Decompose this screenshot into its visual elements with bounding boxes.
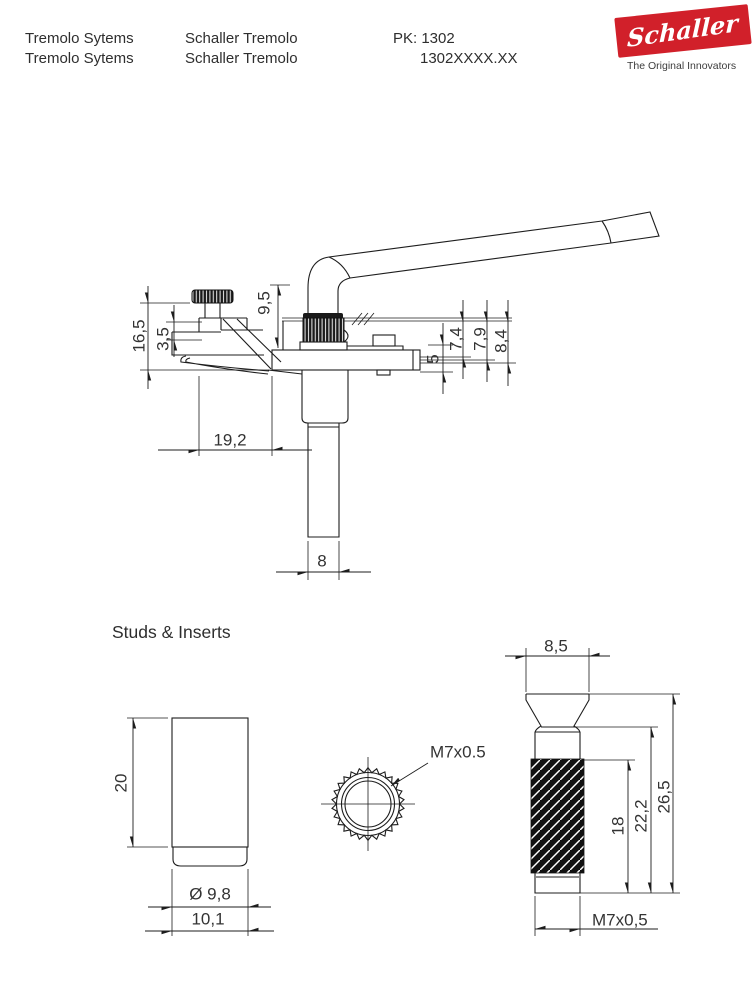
base-plate — [272, 350, 420, 370]
dim-label-9-5: 9,5 — [254, 291, 274, 315]
stud-head — [526, 694, 589, 732]
dim-label-5: 5 — [423, 354, 443, 364]
dim-label-7-4: 7,4 — [446, 327, 466, 351]
deck-step-block — [373, 335, 395, 346]
crosshair-centerlines — [321, 757, 415, 851]
thread-label-stud: M7x0,5 — [592, 910, 648, 930]
e-clip — [344, 330, 348, 342]
dim-label-7-9: 7,9 — [470, 327, 490, 351]
break-hatch — [352, 313, 374, 325]
logo-tagline: The Original Innovators — [627, 60, 737, 72]
thumbscrew-stem — [205, 303, 220, 318]
arm-bend-joint — [329, 257, 350, 278]
dim-label-19-2: 19,2 — [213, 430, 247, 450]
dim-label-dia-9-8: Ø 9,8 — [189, 884, 231, 904]
under-plate-edge — [268, 370, 302, 374]
knurled-collar — [303, 318, 344, 342]
product-line-1: Tremolo Sytems — [25, 30, 134, 47]
tremolo-side-view — [140, 212, 659, 580]
pk-number: PK: 1302 — [393, 30, 455, 47]
spring-claw — [181, 356, 269, 374]
insert-neck — [173, 847, 247, 866]
dim-label-20: 20 — [111, 773, 131, 793]
schaller-logo-text: Schaller — [627, 8, 739, 53]
anchor-post — [308, 423, 339, 537]
collar-flange — [300, 342, 347, 350]
thumbscrew-head — [192, 290, 233, 303]
dim-label-26-5: 26,5 — [654, 780, 674, 814]
insert-knurled-body — [172, 718, 248, 847]
article-number: 1302XXXX.XX — [420, 50, 518, 67]
product-name-2: Schaller Tremolo — [185, 50, 298, 67]
stud-bottom-pilot — [535, 873, 580, 893]
dim-label-22-2: 22,2 — [631, 799, 651, 833]
dim-label-8-5: 8,5 — [544, 636, 568, 656]
clamp-bracket — [199, 318, 263, 332]
dim-label-18: 18 — [608, 816, 628, 836]
arm-tip-joint — [602, 221, 611, 243]
thread-leader-line — [391, 763, 428, 786]
clamp-block — [172, 332, 264, 355]
ext-stud-width — [535, 896, 580, 936]
sustain-block — [302, 370, 348, 423]
dim-label-8-4: 8,4 — [491, 329, 511, 353]
product-line-2: Tremolo Sytems — [25, 50, 134, 67]
insert-top-view — [321, 757, 428, 851]
dim-label-3-5: 3,5 — [153, 327, 173, 351]
dim-label-8: 8 — [317, 551, 327, 571]
deck-right — [347, 346, 403, 350]
base-plate-tab — [377, 370, 390, 375]
dim-label-16-5: 16,5 — [129, 319, 149, 353]
studs-section-heading: Studs & Inserts — [112, 622, 231, 642]
stud-thread-section — [531, 759, 584, 873]
product-name-1: Schaller Tremolo — [185, 30, 298, 47]
thread-label-top-view: M7x0.5 — [430, 742, 486, 762]
stud-collar — [535, 732, 580, 759]
dim-label-10-1: 10,1 — [191, 909, 225, 929]
